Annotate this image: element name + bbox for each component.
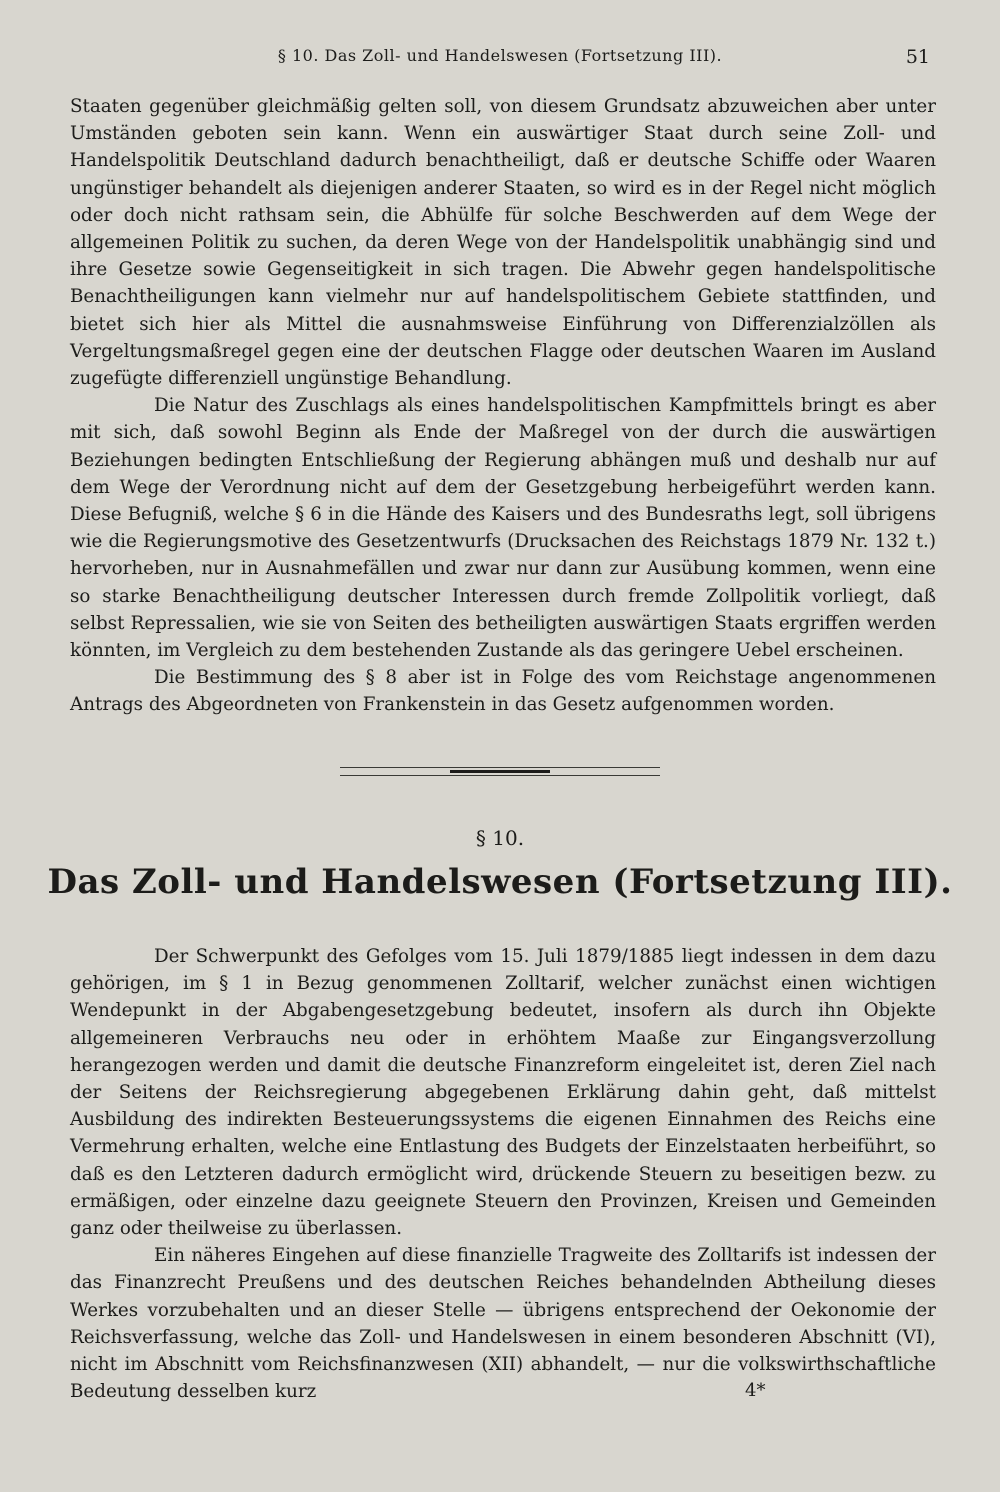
page-number: 51 <box>905 46 930 68</box>
paragraph: Ein näheres Eingehen auf diese finanzielle Tragweite des Zolltarifs ist indessen der das Finanzrecht Preußens und des deutschen Reiches behandelnden Abtheilung dieses Werkes vorzubehalten und an dieser Stelle — übrigens entsprechend der Oekonomie der Reichsverfassung, welche das Zoll- und Handelswesen in einem besonderen Abschnitt (VI), nicht im Abschnitt vom Reichsfinanzwesen (XII) abhandelt, — nur die volkswirthschaftliche Bedeutung desselben kurz <box>70 1245 936 1403</box>
divider-line <box>340 775 660 776</box>
paragraph: Staaten gegenüber gleichmäßig gelten soll, von diesem Grundsatz abzuweichen aber unter Umständen geboten sein kann. Wenn ein auswärtiger Staat durch seine Zoll- und Handelspolitik Deutschland dadurch benachtheiligt, daß er deutsche Schiffe oder Waaren ungünstiger behandelt als diejenigen anderer Staaten, so wird es in der Regel nicht möglich oder doch nicht rathsam sein, die Abhülfe für solche Beschwerden auf dem Wege der allgemeinen Politik zu suchen, da deren Wege von der Handelspolitik unabhängig sind und ihre Gesetze sowie Gegenseitigkeit in sich tragen. Die Abwehr gegen handelspolitische Benachtheiligungen kann vielmehr nur auf handelspolitischem Gebiete stattfinden, und bietet sich hier als Mittel die ausnahmsweise Einführung von Differenzialzöllen als Vergeltungsmaßregel gegen eine der deutschen Flagge oder deutschen Waaren im Ausland zugefügte differenziell ungünstige Behandlung. <box>70 96 936 390</box>
running-head <box>70 46 930 74</box>
section-heading: Das Zoll- und Handelswesen (Fortsetzung III). <box>47 862 953 902</box>
running-title: § 10. Das Zoll- und Handelswesen (Fortsetzung III). <box>277 46 723 65</box>
signature-mark: 4* <box>745 1380 766 1401</box>
section-divider <box>340 764 660 778</box>
top-text-block <box>70 93 936 719</box>
paragraph: Die Natur des Zuschlags als eines handelspolitischen Kampfmittels bringt es aber mit sich, daß sowohl Beginn als Ende der Maßregel von der durch die auswärtigen Beziehungen bedingten Entschließung der Regierung abhängen muß und deshalb nur auf dem Wege der Verordnung nicht auf dem der Gesetzgebung herbeigeführt werden kann. Diese Befugniß, welche § 6 in die Hände des Kaisers und des Bundesraths legt, soll übrigens wie die Regierungsmotive des Gesetzentwurfs (Drucksachen des Reichstags 1879 Nr. 132 t.) hervorheben, nur in Ausnahmefällen und zwar nur dann zur Ausübung kommen, wenn eine so starke Benachtheiligung deutscher Interessen durch fremde Zollpolitik vorliegt, daß selbst Repressalien, wie sie von Seiten des betheiligten auswärtigen Staats ergriffen werden könnten, im Vergleich zu dem bestehenden Zustande als das geringere Uebel erscheinen. <box>70 395 936 662</box>
bottom-text-block <box>70 943 936 1405</box>
paragraph: Der Schwerpunkt des Gefolges vom 15. Juli 1879/1885 liegt indessen in dem dazu gehörigen, im § 1 in Bezug genommenen Zolltarif, welcher zunächst einen wichtigen Wendepunkt in der Abgabengesetzgebung bedeutet, insofern als durch ihn Objekte allgemeineren Verbrauchs neu oder in erhöhtem Maaße zur Eingangsverzollung herangezogen werden und damit die deutsche Finanzreform eingeleitet ist, deren Ziel nach der Seitens der Reichsregierung abgegebenen Erklärung dahin geht, daß mittelst Ausbildung des indirekten Besteuerungssystems die eigenen Einnahmen des Reichs eine Vermehrung erhalten, welche eine Entlastung des Budgets der Einzelstaaten herbeiführt, so daß es den Letzteren dadurch ermöglicht wird, drückende Steuern zu beseitigen bezw. zu ermäßigen, oder einzelne dazu geeignete Steuern den Provinzen, Kreisen und Gemeinden ganz oder theilweise zu überlassen. <box>70 946 936 1240</box>
divider-line <box>340 767 660 768</box>
divider-ornament <box>450 770 550 773</box>
paragraph: Die Bestimmung des § 8 aber ist in Folge des vom Reichstage angenommenen Antrags des Abgeordneten von Frankenstein in das Gesetz aufgenommen worden. <box>70 667 936 716</box>
section-number: § 10. <box>475 826 525 850</box>
